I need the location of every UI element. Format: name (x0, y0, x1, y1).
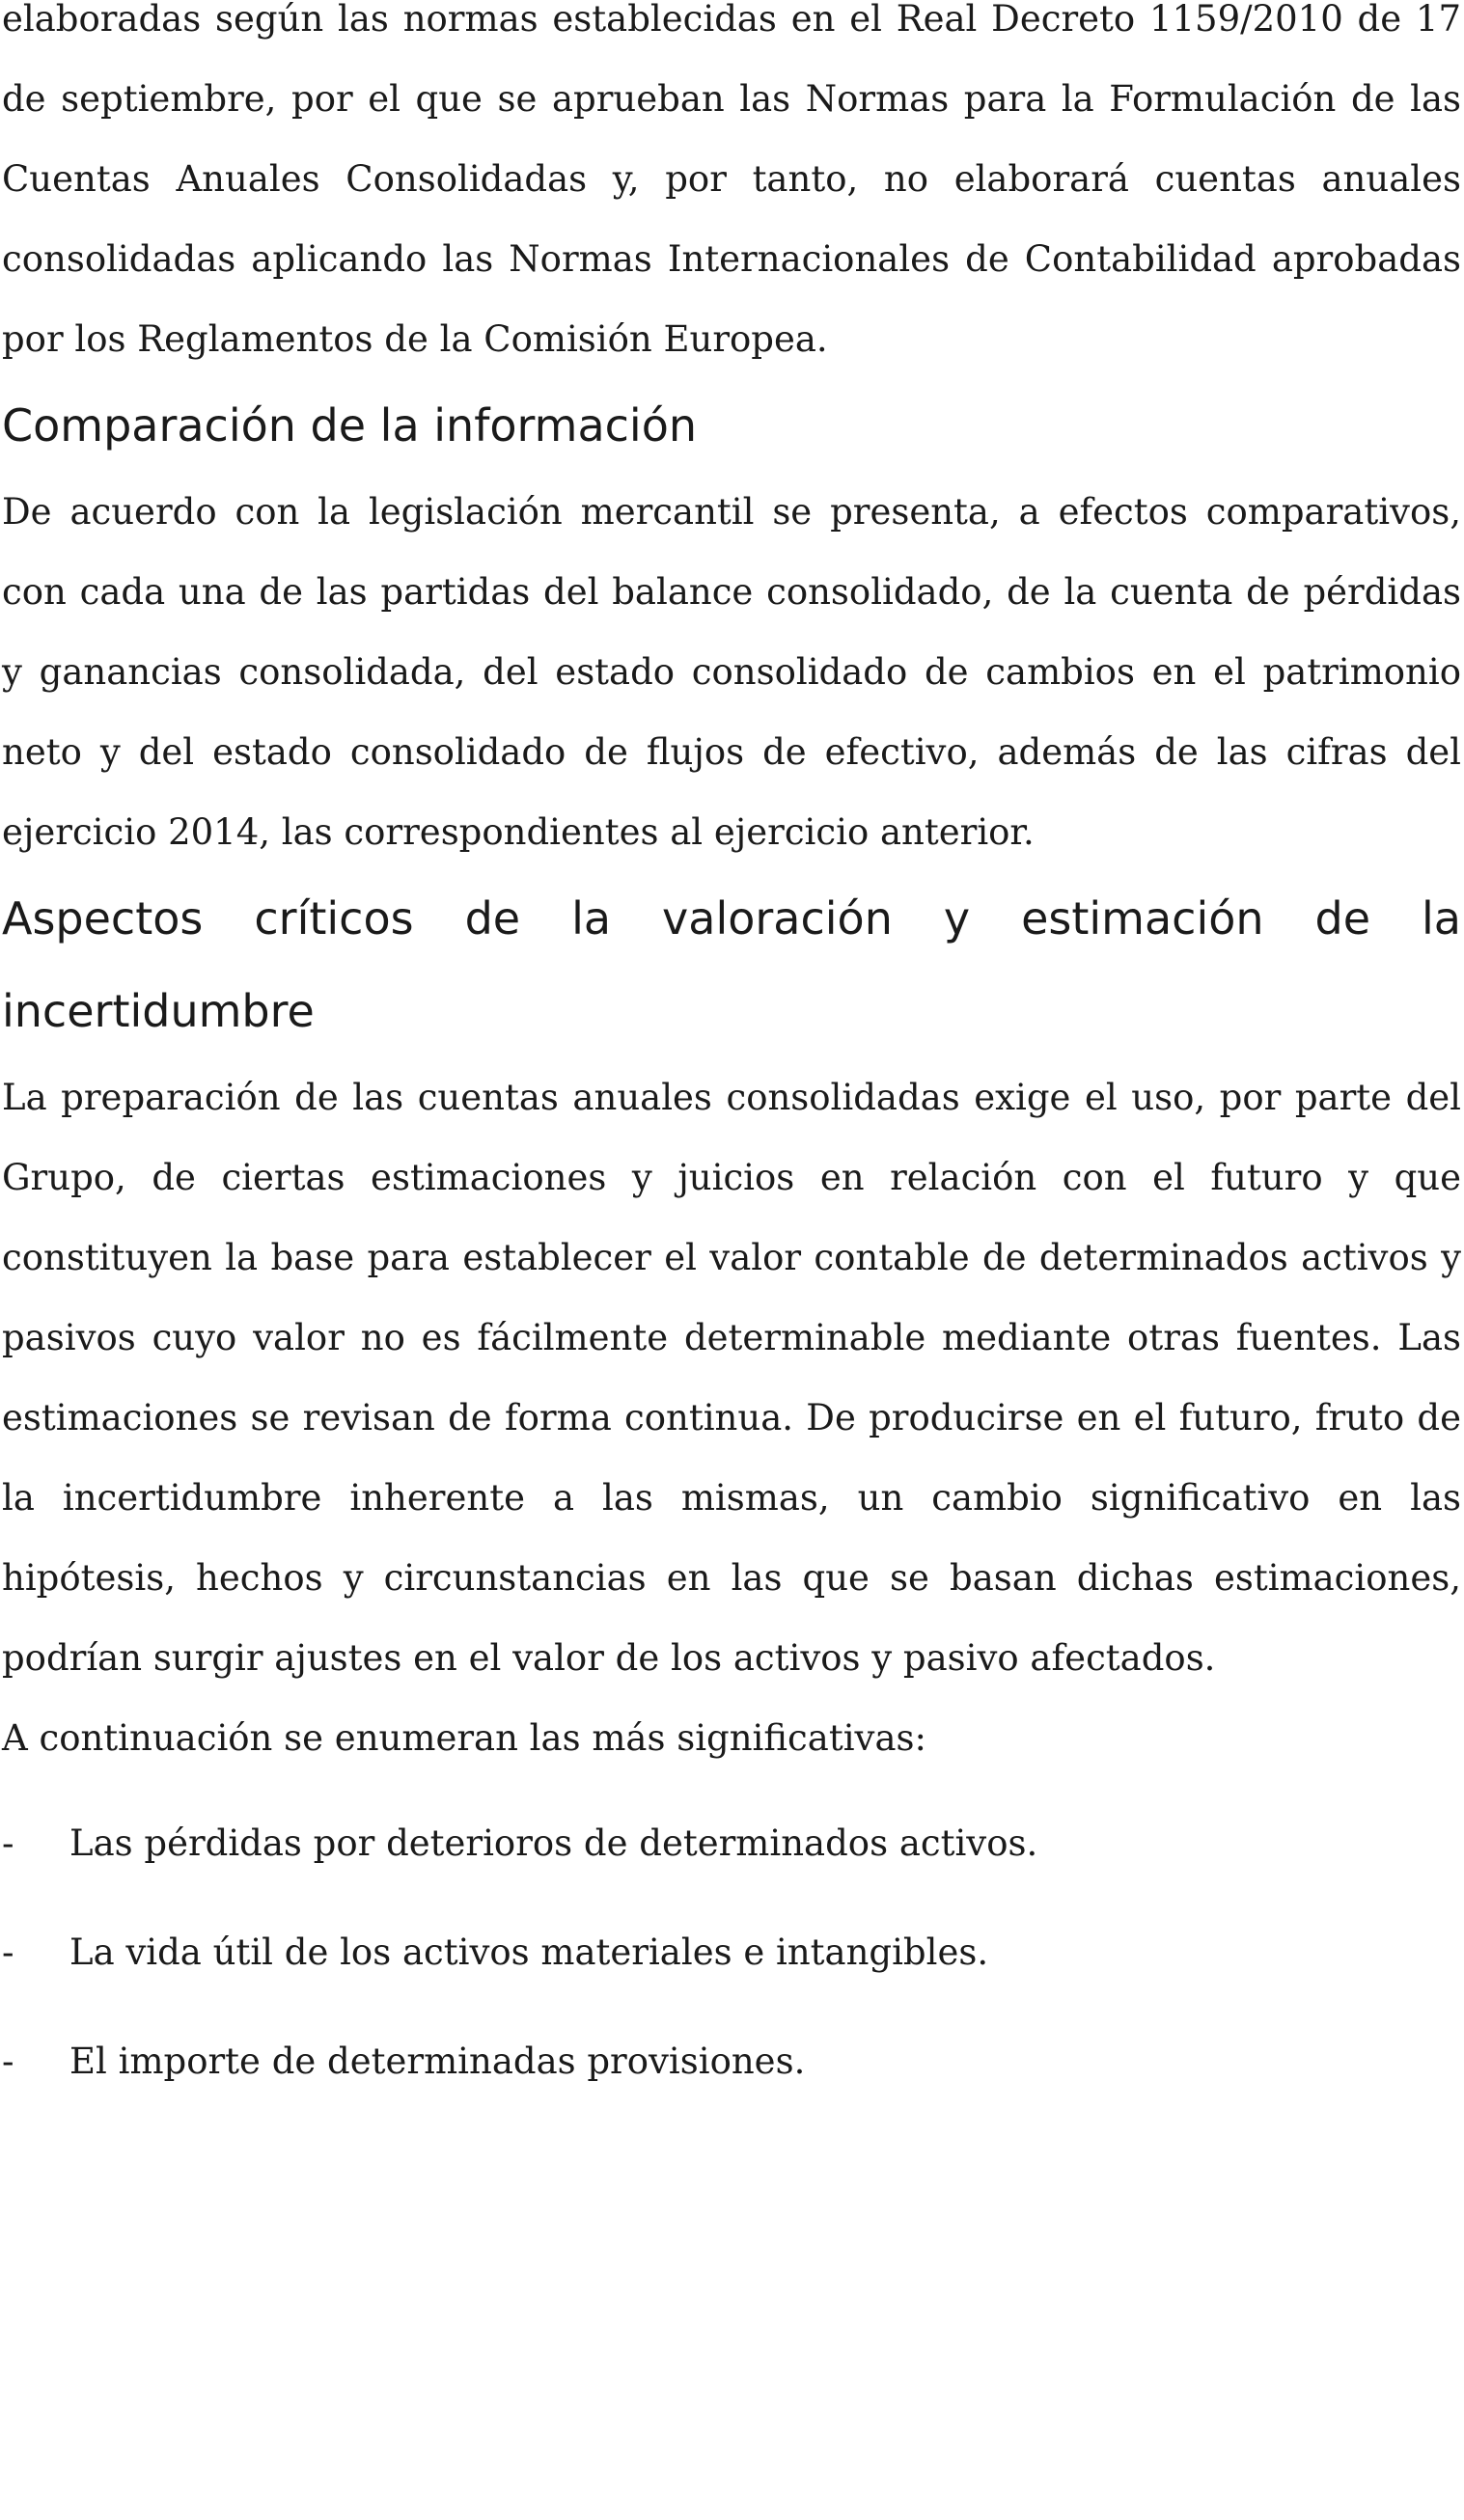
list-item-text: El importe de determinadas provisiones. (69, 2041, 806, 2082)
intro-paragraph: elaboradas según las normas establecidas en el Real Decreto 1159/2010 de 17 de septiembre, por el que se aprueban las Normas para la Formulación de las Cuentas Anuales Consolidadas y, por tanto, no elaborará cuentas anuales consolidadas aplicando las Normas Internacionales de Contabilidad aprobadas por los Reglamentos de la Comisión Europea. (2, 0, 1461, 360)
significant-estimates-list (2, 1803, 1461, 2101)
heading-aspectos-criticos: Aspectos críticos de la valoración y estimación de la incertidumbre (2, 892, 1461, 1037)
list-item (2, 1912, 1461, 1992)
list-dash-marker: - (2, 2041, 14, 2082)
list-dash-marker: - (2, 1822, 14, 1864)
list-item-text: Las pérdidas por deterioros de determinados activos. (69, 1822, 1038, 1864)
list-item (2, 2021, 1461, 2101)
aspectos-paragraph: La preparación de las cuentas anuales consolidadas exige el uso, por parte del Grupo, de ciertas estimaciones y juicios en relación con el futuro y que constituyen la base para establecer el valor contable de determinados activos y pasivos cuyo valor no es fácilmente determinable mediante otras fuentes. Las estimaciones se revisan de forma continua. De producirse en el futuro, fruto de la incertidumbre inherente a las mismas, un cambio significativo en las hipótesis, hechos y circunstancias en las que se basan dichas estimaciones, podrían surgir ajustes en el valor de los activos y pasivo afectados. (2, 1077, 1461, 1679)
heading-comparacion: Comparación de la información (2, 399, 698, 452)
list-item (2, 1803, 1461, 1883)
document-content (2, 0, 1461, 2101)
list-dash-marker: - (2, 1931, 14, 1973)
list-item-text: La vida útil de los activos materiales e intangibles. (69, 1931, 989, 1973)
comparacion-paragraph: De acuerdo con la legislación mercantil se presenta, a efectos comparativos, con cada una de las partidas del balance consolidado, de la cuenta de pérdidas y ganancias consolidada, del estado consolidado de cambios en el patrimonio neto y del estado consolidado de flujos de efectivo, además de las cifras del ejercicio 2014, las correspondientes al ejercicio anterior. (2, 491, 1461, 853)
enumeracion-paragraph: A continuación se enumeran las más significativas: (2, 1717, 926, 1759)
